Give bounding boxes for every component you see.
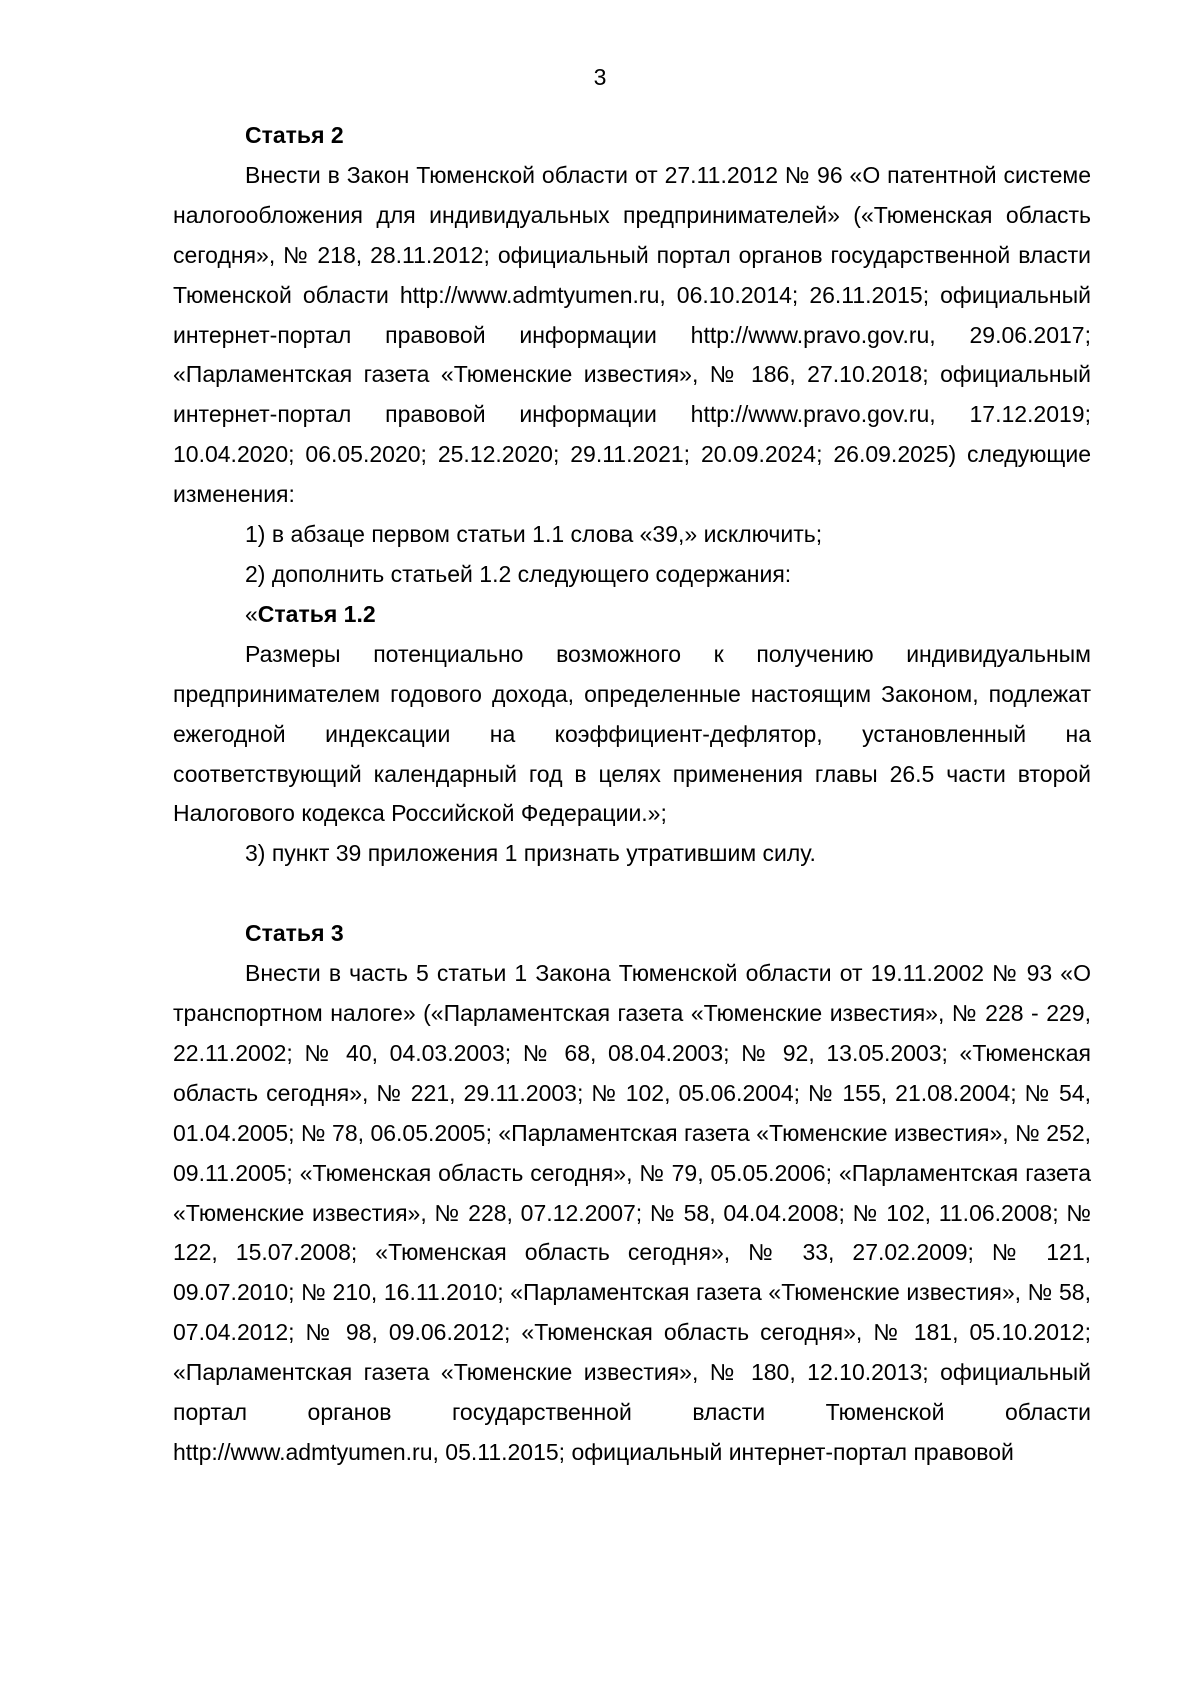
opening-quote: «: [245, 600, 258, 627]
article-3: [173, 914, 1091, 1473]
article-3-heading: Статья 3: [245, 920, 344, 947]
article-1-2-text: Размеры потенциально возможного к получению индивидуальным предпринимателем годового дохода, определенные настоящим Законом, подлежат ежегодной индексации на коэффициент-дефлятор, установленный на соответствующий календарный год в целях применения главы 26.5 части второй Налогового кодекса Российской Федерации.»;: [173, 640, 1091, 827]
article-2-item-3: 3) пункт 39 приложения 1 признать утратившим силу.: [245, 840, 816, 867]
page-number: 3: [593, 64, 607, 90]
article-1-2-heading: [173, 595, 1091, 635]
article-2-item-1: 1) в абзаце первом статьи 1.1 слова «39,» исключить;: [245, 521, 823, 548]
article-3-text: Внести в часть 5 статьи 1 Закона Тюменской области от 19.11.2002 № 93 «О транспортном налоге» («Парламентская газета «Тюменские известия», № 228 - 229, 22.11.2002; № 40, 04.03.2003; № 68, 08.04.2003; № 92, 13.05.2003; «Тюменская область сегодня», № 221, 29.11.2003; № 102, 05.06.2004; № 155, 21.08.2004; № 54, 01.04.2005; № 78, 06.05.2005; «Парламентская газета «Тюменские известия», № 252, 09.11.2005; «Тюменская область сегодня», № 79, 05.05.2006; «Парламентская газета «Тюменские известия», № 228, 07.12.2007; № 58, 04.04.2008; № 102, 11.06.2008; № 122, 15.07.2008; «Тюменская область сегодня», № 33, 27.02.2009; № 121, 09.07.2010; № 210, 16.11.2010; «Парламентская газета «Тюменские известия», № 58, 07.04.2012; № 98, 09.06.2012; «Тюменская область сегодня», № 181, 05.10.2012; «Парламентская газета «Тюменские известия», № 180, 12.10.2013; официальный портал органов государственной власти Тюменской области http://www.admtyumen.ru, 05.11.2015; официальный интернет-портал правовой: [173, 960, 1091, 1465]
article-2: [173, 116, 1091, 874]
article-2-heading: Статья 2: [245, 122, 344, 148]
article-1-2-heading-text: Статья 1.2: [257, 600, 376, 627]
article-2-item-2: 2) дополнить статьей 1.2 следующего содержания:: [245, 560, 792, 587]
article-2-intro: Внести в Закон Тюменской области от 27.11.2012 № 96 «О патентной системе налогообложения для индивидуальных предпринимателей» («Тюменская область сегодня», № 218, 28.11.2012; официальный портал органов государственной власти Тюменской области http://www.admtyumen.ru, 06.10.2014; 26.11.2015; официальный интернет-портал правовой информации http://www.pravo.gov.ru, 29.06.2017; «Парламентская газета «Тюменские известия», № 186, 27.10.2018; официальный интернет-портал правовой информации http://www.pravo.gov.ru, 17.12.2019; 10.04.2020; 06.05.2020; 25.12.2020; 29.11.2021; 20.09.2024; 26.09.2025) следующие изменения:: [173, 161, 1091, 508]
document-body: [173, 116, 1091, 1473]
